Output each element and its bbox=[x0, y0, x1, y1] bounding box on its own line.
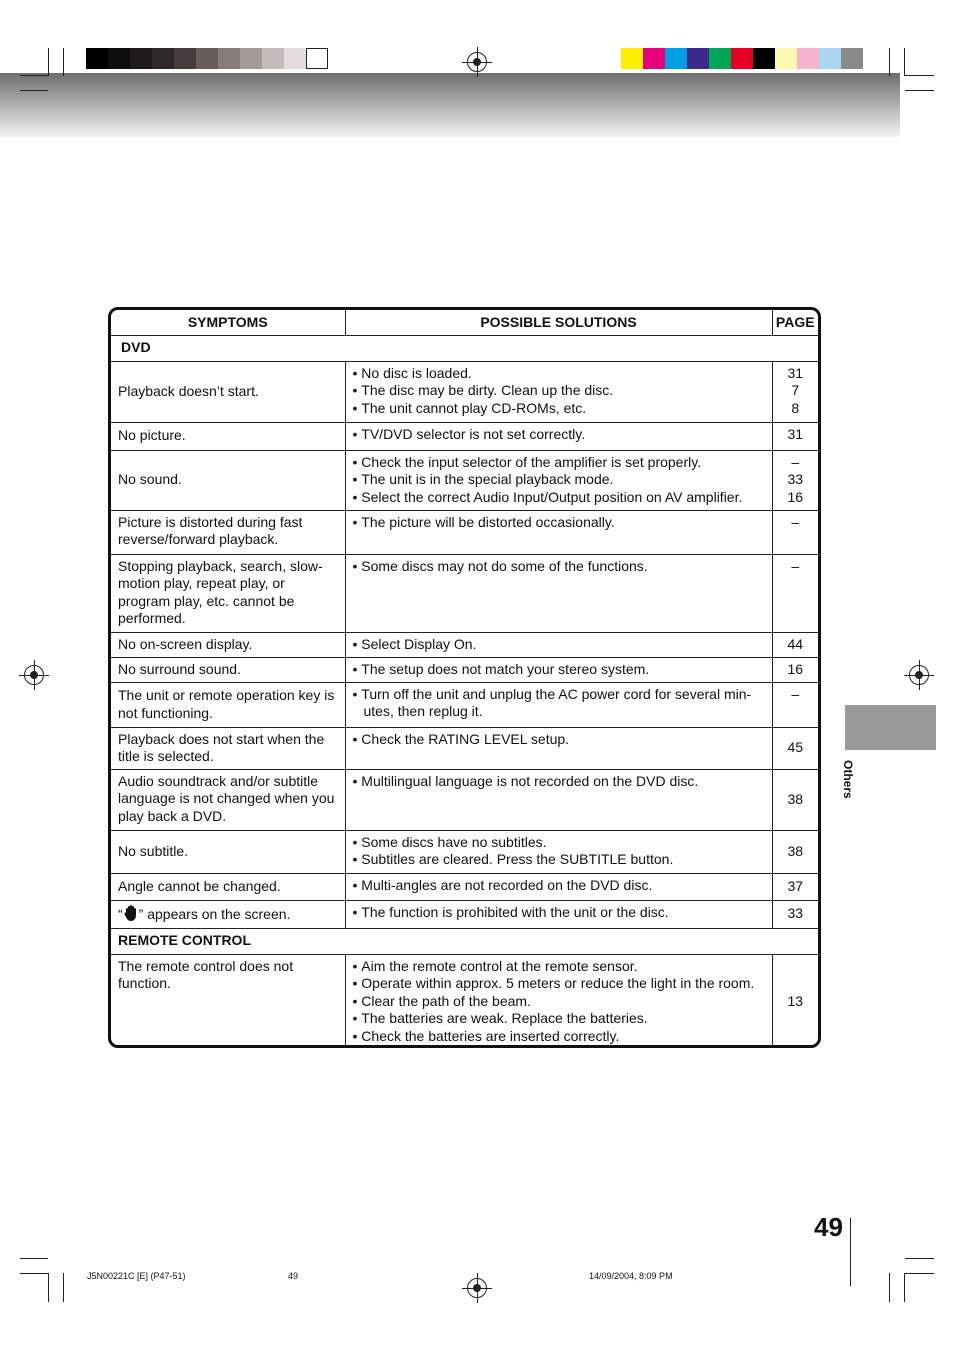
color-swatch bbox=[687, 48, 709, 69]
solution-item: • Multilingual language is not recorded on the DVD disc. bbox=[353, 773, 765, 791]
solution-item: • Subtitles are cleared. Press the SUBTITLE button. bbox=[353, 851, 765, 869]
symptom-cell: No picture. bbox=[111, 422, 345, 450]
color-swatch bbox=[196, 48, 218, 69]
symptoms-header: SYMPTOMS bbox=[111, 310, 345, 335]
dvd-table-row bbox=[111, 830, 818, 873]
dvd-table-row bbox=[111, 682, 818, 727]
symptom-cell bbox=[111, 900, 345, 928]
solutions-list bbox=[353, 365, 765, 418]
page-ref: 38 bbox=[787, 842, 804, 859]
page-cell bbox=[772, 873, 818, 900]
page-ref: 45 bbox=[787, 739, 804, 756]
symptom-cell: No subtitle. bbox=[111, 830, 345, 873]
solution-item: • The setup does not match your stereo system. bbox=[353, 661, 765, 679]
symptom-suffix: ” appears on the screen. bbox=[138, 906, 291, 923]
color-swatch bbox=[86, 48, 108, 69]
crop-mark bbox=[63, 1273, 64, 1302]
symptom-cell: No on-screen display. bbox=[111, 632, 345, 657]
solution-item: • Select the correct Audio Input/Output position on AV amplifier. bbox=[353, 489, 765, 507]
crop-mark bbox=[904, 48, 905, 76]
solution-item: • Multi-angles are not recorded on the DVD disc. bbox=[353, 877, 765, 895]
header-gradient-band bbox=[0, 73, 900, 137]
solutions-cell bbox=[345, 900, 772, 928]
color-swatch bbox=[284, 48, 306, 69]
footer-timestamp: 14/09/2004, 8:09 PM bbox=[589, 1271, 673, 1281]
section-row-dvd bbox=[111, 335, 818, 361]
solution-item: • Clear the path of the beam. bbox=[353, 993, 765, 1011]
solution-item: • The disc may be dirty. Clean up the disc. bbox=[353, 382, 765, 400]
color-calibration-bar bbox=[621, 48, 863, 69]
page-ref: 7 bbox=[791, 382, 800, 398]
crop-mark bbox=[889, 1273, 890, 1302]
symptom-cell: Audio soundtrack and/or subtitle language is not changed when you play back a DVD. bbox=[111, 769, 345, 830]
solutions-list bbox=[353, 958, 765, 1046]
symptom-cell: No surround sound. bbox=[111, 657, 345, 682]
solutions-cell bbox=[345, 682, 772, 727]
page-cell bbox=[772, 510, 818, 554]
solutions-list bbox=[353, 558, 765, 576]
solutions-list bbox=[353, 636, 765, 654]
section-title-remote-control: REMOTE CONTROL bbox=[111, 928, 818, 954]
solutions-cell bbox=[345, 657, 772, 682]
dvd-table-row bbox=[111, 727, 818, 769]
solutions-cell bbox=[345, 769, 772, 830]
dvd-table-row bbox=[111, 873, 818, 900]
section-title-dvd: DVD bbox=[111, 335, 818, 361]
page-ref: – bbox=[791, 453, 800, 470]
page-cell bbox=[772, 727, 818, 769]
page-ref: 8 bbox=[791, 399, 800, 416]
page-cell bbox=[772, 450, 818, 510]
solution-item: • Check the RATING LEVEL setup. bbox=[353, 731, 765, 749]
section-tab bbox=[845, 705, 936, 750]
remote-table-row bbox=[111, 954, 818, 1048]
page-ref: 31 bbox=[787, 364, 804, 381]
page-number: 49 bbox=[814, 1212, 843, 1242]
color-swatch bbox=[306, 48, 328, 69]
solution-item: • The function is prohibited with the unit or the disc. bbox=[353, 904, 765, 922]
page-ref: – bbox=[791, 513, 800, 530]
color-swatch bbox=[108, 48, 130, 69]
section-row-remote-control bbox=[111, 928, 818, 954]
table-header-row bbox=[111, 310, 818, 335]
crop-mark bbox=[905, 75, 934, 76]
color-swatch bbox=[731, 48, 753, 69]
color-swatch bbox=[130, 48, 152, 69]
registration-mark-icon bbox=[467, 52, 487, 72]
crop-mark bbox=[904, 1273, 905, 1302]
color-swatch bbox=[709, 48, 731, 69]
dvd-table-row bbox=[111, 361, 818, 422]
solutions-list bbox=[353, 834, 765, 869]
dvd-table-row bbox=[111, 657, 818, 682]
solutions-cell bbox=[345, 422, 772, 450]
crop-mark bbox=[905, 1273, 934, 1274]
symptom-cell: Playback does not start when the title is selected. bbox=[111, 727, 345, 769]
table-body bbox=[111, 310, 818, 1048]
dvd-table-row bbox=[111, 769, 818, 830]
registration-mark-icon bbox=[467, 1278, 487, 1298]
solutions-cell bbox=[345, 554, 772, 632]
symptom-cell: Angle cannot be changed. bbox=[111, 873, 345, 900]
solutions-cell bbox=[345, 873, 772, 900]
crop-mark bbox=[63, 48, 64, 76]
page-ref: 31 bbox=[787, 425, 804, 442]
solutions-list bbox=[353, 661, 765, 679]
solution-item: • The batteries are weak. Replace the batteries. bbox=[353, 1010, 765, 1028]
symptom-cell: Playback doesn’t start. bbox=[111, 361, 345, 422]
crop-mark bbox=[905, 1258, 934, 1259]
solution-item: • Some discs have no subtitles. bbox=[353, 834, 765, 852]
crop-mark bbox=[48, 48, 49, 76]
page-ref: 16 bbox=[787, 660, 804, 677]
page-cell bbox=[772, 632, 818, 657]
solution-item: • Some discs may not do some of the functions. bbox=[353, 558, 765, 576]
solutions-cell bbox=[345, 954, 772, 1048]
dvd-table-row bbox=[111, 554, 818, 632]
dvd-table-row bbox=[111, 510, 818, 554]
solution-item: • The picture will be distorted occasionally. bbox=[353, 514, 765, 532]
color-swatch bbox=[643, 48, 665, 69]
crop-mark bbox=[20, 1273, 48, 1274]
page-ref: 37 bbox=[787, 877, 804, 894]
grayscale-color-bar bbox=[86, 48, 328, 69]
solutions-list bbox=[353, 773, 765, 791]
page-cell bbox=[772, 682, 818, 727]
solution-item: • Select Display On. bbox=[353, 636, 765, 654]
dvd-table-row bbox=[111, 632, 818, 657]
solutions-list bbox=[353, 686, 765, 721]
page-ref: – bbox=[791, 685, 800, 702]
crop-mark bbox=[20, 1258, 48, 1259]
color-swatch bbox=[152, 48, 174, 69]
symptom-cell: The unit or remote operation key is not functioning. bbox=[111, 682, 345, 727]
page-ref: 33 bbox=[787, 471, 804, 487]
solution-item: • The unit is in the special playback mode. bbox=[353, 471, 765, 489]
page-cell bbox=[772, 830, 818, 873]
solutions-list bbox=[353, 877, 765, 895]
color-swatch bbox=[819, 48, 841, 69]
color-swatch bbox=[797, 48, 819, 69]
page-cell bbox=[772, 900, 818, 928]
dvd-table-row bbox=[111, 422, 818, 450]
page-cell bbox=[772, 769, 818, 830]
solutions-list bbox=[353, 454, 765, 507]
page-ref: 44 bbox=[787, 635, 804, 652]
color-swatch bbox=[240, 48, 262, 69]
page-cell bbox=[772, 422, 818, 450]
solutions-cell bbox=[345, 510, 772, 554]
registration-mark-icon bbox=[909, 665, 929, 685]
symptom-cell: Stopping playback, search, slow-motion play, repeat play, or program play, etc. cannot be performed. bbox=[111, 554, 345, 632]
color-swatch bbox=[262, 48, 284, 69]
page-cell bbox=[772, 657, 818, 682]
symptom-cell: The remote control does not function. bbox=[111, 954, 345, 1048]
crop-mark bbox=[20, 75, 48, 76]
solution-item: • Operate within approx. 5 meters or reduce the light in the room. bbox=[353, 975, 765, 993]
prohibited-hand-icon bbox=[123, 904, 139, 922]
solutions-list bbox=[353, 514, 765, 532]
color-swatch bbox=[174, 48, 196, 69]
page-cell bbox=[772, 361, 818, 422]
solutions-header: POSSIBLE SOLUTIONS bbox=[345, 310, 772, 335]
solution-item: • The unit cannot play CD-ROMs, etc. bbox=[353, 400, 765, 418]
page-number-rule bbox=[850, 1218, 851, 1286]
color-swatch bbox=[665, 48, 687, 69]
solutions-cell bbox=[345, 727, 772, 769]
color-swatch bbox=[753, 48, 775, 69]
symptom-icon bbox=[123, 906, 139, 922]
page-cell bbox=[772, 554, 818, 632]
solutions-list bbox=[353, 426, 765, 444]
symptom-cell: Picture is distorted during fast reverse/forward playback. bbox=[111, 510, 345, 554]
crop-mark bbox=[20, 90, 48, 91]
color-swatch bbox=[218, 48, 240, 69]
solution-item: • Check the batteries are inserted correctly. bbox=[353, 1028, 765, 1046]
crop-mark bbox=[48, 1273, 49, 1302]
dvd-table-row bbox=[111, 900, 818, 928]
solution-item: • Check the input selector of the amplifier is set properly. bbox=[353, 454, 765, 472]
solution-item: • Turn off the unit and unplug the AC power cord for several min-utes, then replug it. bbox=[353, 686, 765, 721]
solutions-cell bbox=[345, 632, 772, 657]
registration-mark-icon bbox=[24, 665, 44, 685]
color-swatch bbox=[621, 48, 643, 69]
dvd-table-row bbox=[111, 450, 818, 510]
footer-page: 49 bbox=[288, 1271, 299, 1281]
page-cell bbox=[772, 954, 818, 1048]
section-tab-label: Others bbox=[841, 760, 855, 799]
page-ref: 13 bbox=[787, 993, 804, 1009]
color-swatch bbox=[775, 48, 797, 69]
solutions-cell bbox=[345, 830, 772, 873]
footer-file-ref: J5N00221C [E] (P47-51) bbox=[87, 1271, 186, 1281]
symptom-cell: No sound. bbox=[111, 450, 345, 510]
solutions-cell bbox=[345, 361, 772, 422]
crop-mark bbox=[889, 48, 890, 76]
page-header: PAGE bbox=[772, 310, 818, 335]
crop-mark bbox=[905, 90, 934, 91]
symptom-prefix: “ bbox=[118, 906, 123, 923]
solutions-cell bbox=[345, 450, 772, 510]
solution-item: • No disc is loaded. bbox=[353, 365, 765, 383]
page-ref: 38 bbox=[787, 790, 804, 807]
troubleshooting-table bbox=[108, 307, 821, 1048]
solution-item: • Aim the remote control at the remote sensor. bbox=[353, 958, 765, 976]
solutions-list bbox=[353, 904, 765, 922]
page-ref: – bbox=[791, 557, 800, 574]
solution-item: • TV/DVD selector is not set correctly. bbox=[353, 426, 765, 444]
color-swatch bbox=[841, 48, 863, 69]
page-ref: 16 bbox=[787, 488, 804, 505]
page-ref: 33 bbox=[787, 905, 804, 922]
solutions-list bbox=[353, 731, 765, 749]
